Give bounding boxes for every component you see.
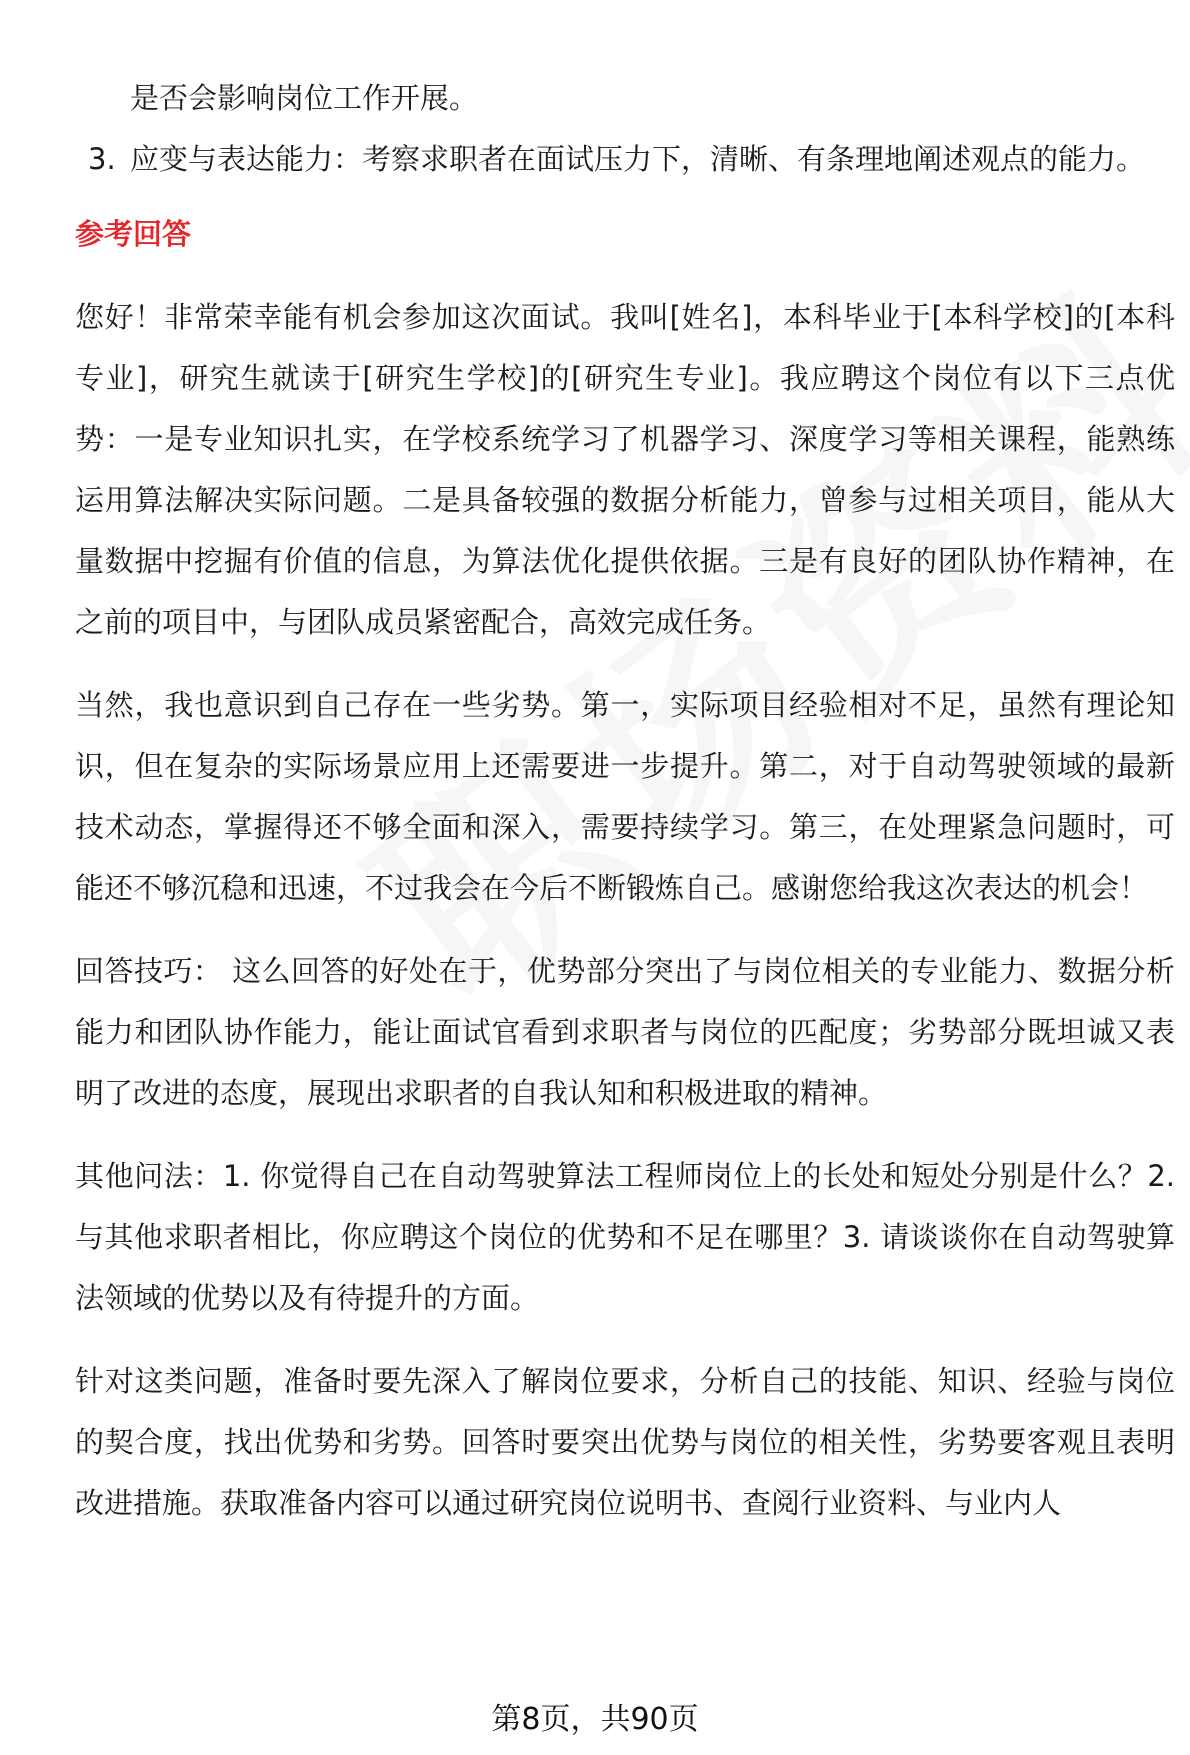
list-item-3 [75, 129, 1175, 190]
paragraph-other-questions: 其他问法：1. 你觉得自己在自动驾驶算法工程师岗位上的长处和短处分别是什么？2. 与其他求职者相比，你应聘这个岗位的优势和不足在哪里？3. 请谈谈你在自动驾驶算法领域的优势以及有待提升的方面。 [75, 1159, 1175, 1315]
list-item-continuation: 是否会影响岗位工作开展。 [130, 81, 479, 115]
page-content [75, 68, 1175, 1556]
section-heading: 参考回答 [75, 217, 192, 251]
page-number: 第8页，共90页 [491, 1702, 699, 1737]
paragraph-preparation: 针对这类问题，准备时要先深入了解岗位要求，分析自己的技能、知识、经验与岗位的契合度，找出优势和劣势。回答时要突出优势与岗位的相关性，劣势要客观且表明改进措施。获取准备内容可以通过研究岗位说明书、查阅行业资料、与业内人 [75, 1364, 1175, 1520]
paragraph-answer-tips: 回答技巧： 这么回答的好处在于，优势部分突出了与岗位相关的专业能力、数据分析能力和团队协作能力，能让面试官看到求职者与岗位的匹配度；劣势部分既坦诚又表明了改进的态度，展现出求职者的自我认知和积极进取的精神。 [75, 954, 1175, 1110]
paragraph-answer-intro: 您好！非常荣幸能有机会参加这次面试。我叫[姓名]，本科毕业于[本科学校]的[本科专业]，研究生就读于[研究生学校]的[研究生专业]。我应聘这个岗位有以下三点优势：一是专业知识扎实，在学校系统学习了机器学习、深度学习等相关课程，能熟练运用算法解决实际问题。二是具备较强的数据分析能力，曾参与过相关项目，能从大量数据中挖掘有价值的信息，为算法优化提供依据。三是有良好的团队协作精神，在之前的项目中，与团队成员紧密配合，高效完成任务。 [75, 300, 1175, 639]
list-item-text: 应变与表达能力：考察求职者在面试压力下，清晰、有条理地阐述观点的能力。 [130, 142, 1146, 176]
list-item-number: 3. [88, 142, 116, 176]
paragraph-answer-weakness: 当然，我也意识到自己存在一些劣势。第一，实际项目经验相对不足，虽然有理论知识，但在复杂的实际场景应用上还需要进一步提升。第二，对于自动驾驶领域的最新技术动态，掌握得还不够全面和深入，需要持续学习。第三，在处理紧急问题时，可能还不够沉稳和迅速，不过我会在今后不断锻炼自己。感谢您给我这次表达的机会！ [75, 688, 1175, 905]
